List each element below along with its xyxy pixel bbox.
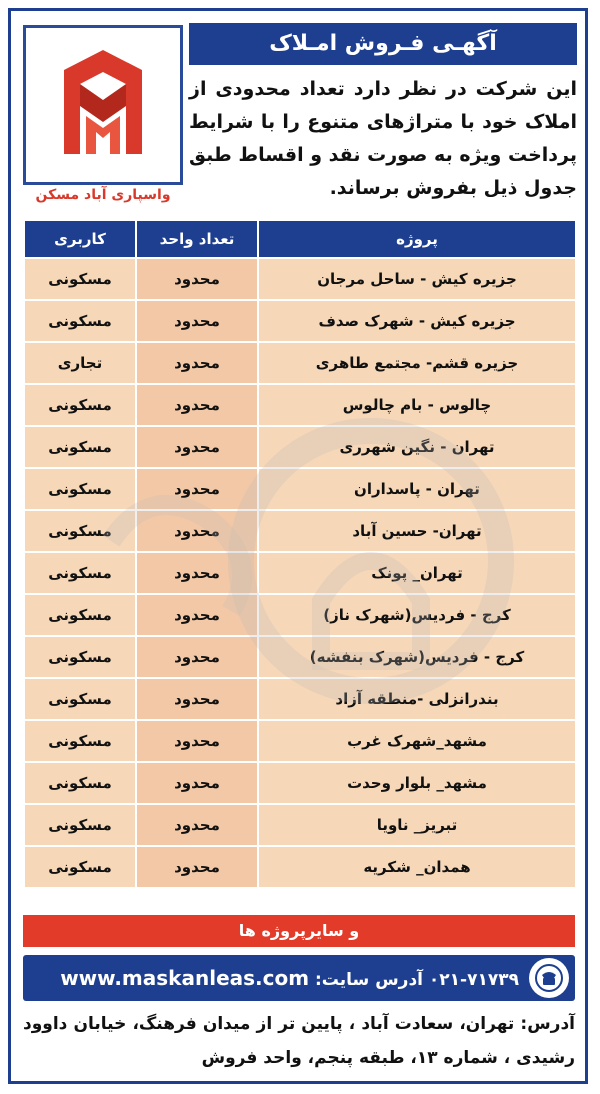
cell-units: محدود xyxy=(136,594,258,636)
contact-line xyxy=(60,966,519,990)
cell-use: مسکونی xyxy=(24,678,136,720)
advertisement-frame xyxy=(8,8,588,1084)
cell-use: مسکونی xyxy=(24,384,136,426)
table-row xyxy=(24,468,576,510)
cell-use: مسکونی xyxy=(24,636,136,678)
cell-units: محدود xyxy=(136,804,258,846)
cell-units: محدود xyxy=(136,678,258,720)
table-row xyxy=(24,636,576,678)
header-area xyxy=(11,11,585,216)
intro-text: این شرکت در نظر دارد تعداد محدودی از املاک خود با متراژهای متنوع را با شرایط پرداخت ویژه به صورت نقد و اقساط طبق جدول ذیل بفروش برساند. xyxy=(189,78,577,199)
cell-use: مسکونی xyxy=(24,594,136,636)
cell-project: چالوس - بام چالوس xyxy=(258,384,576,426)
cell-project: جزیره قشم- مجتمع طاهری xyxy=(258,342,576,384)
table-row xyxy=(24,720,576,762)
table-header-row xyxy=(24,220,576,258)
cell-project: جزیره کیش - شهرک صدف xyxy=(258,300,576,342)
table-row xyxy=(24,552,576,594)
more-projects-banner: و سایرپروژه ها xyxy=(23,915,575,947)
table-row xyxy=(24,258,576,300)
cell-project: مشهد_شهرک غرب xyxy=(258,720,576,762)
cell-units: محدود xyxy=(136,846,258,888)
cell-use: مسکونی xyxy=(24,426,136,468)
cell-project: تهران_ پونک xyxy=(258,552,576,594)
cell-project: تهران- حسین آباد xyxy=(258,510,576,552)
contact-bar xyxy=(23,955,575,1001)
phone-number: ۰۲۱-۷۱۷۳۹ xyxy=(428,970,519,990)
cell-use: مسکونی xyxy=(24,552,136,594)
ad-title: آگهـی فـروش امـلاک xyxy=(189,23,577,65)
cell-project: جزیره کیش - ساحل مرجان xyxy=(258,258,576,300)
cell-use: تجاری xyxy=(24,342,136,384)
cell-use: مسکونی xyxy=(24,300,136,342)
header-use: کاربری xyxy=(24,220,136,258)
brand-name: واسپاری آباد مسکن xyxy=(35,187,171,203)
table-row xyxy=(24,594,576,636)
phone-icon xyxy=(529,958,569,998)
site-label: آدرس سایت: xyxy=(315,970,423,990)
table-row xyxy=(24,426,576,468)
cell-units: محدود xyxy=(136,342,258,384)
cell-project: تهران - پاسداران xyxy=(258,468,576,510)
cell-project: کرج - فردیس(شهرک ناز) xyxy=(258,594,576,636)
cell-units: محدود xyxy=(136,762,258,804)
table-row xyxy=(24,510,576,552)
site-url-link[interactable]: www.maskanleas.com xyxy=(60,966,310,990)
table-row xyxy=(24,342,576,384)
cell-units: محدود xyxy=(136,300,258,342)
table-row xyxy=(24,678,576,720)
address-text: آدرس: تهران، سعادت آباد ، پایین تر از میدان فرهنگ، خیابان داوود رشیدی ، شماره ۱۳، طبقه پنجم، واحد فروش xyxy=(23,1014,575,1068)
cell-project: تبریز_ ناویا xyxy=(258,804,576,846)
cell-units: محدود xyxy=(136,258,258,300)
cell-units: محدود xyxy=(136,384,258,426)
cell-project: همدان_ شکریه xyxy=(258,846,576,888)
table-row xyxy=(24,384,576,426)
cell-units: محدود xyxy=(136,636,258,678)
table-row xyxy=(24,846,576,888)
header-units: تعداد واحد xyxy=(136,220,258,258)
cell-units: محدود xyxy=(136,468,258,510)
table-row xyxy=(24,300,576,342)
logo-mark-icon xyxy=(26,28,180,182)
cell-project: بندرانزلی -منطقه آزاد xyxy=(258,678,576,720)
cell-use: مسکونی xyxy=(24,720,136,762)
cell-units: محدود xyxy=(136,552,258,594)
cell-use: مسکونی xyxy=(24,762,136,804)
header-project: پروژه xyxy=(258,220,576,258)
cell-project: تهران - نگین شهرری xyxy=(258,426,576,468)
company-logo xyxy=(23,25,183,185)
cell-project: مشهد_ بلوار وحدت xyxy=(258,762,576,804)
cell-project: کرج - فردیس(شهرک بنفشه) xyxy=(258,636,576,678)
cell-units: محدود xyxy=(136,510,258,552)
cell-use: مسکونی xyxy=(24,804,136,846)
cell-use: مسکونی xyxy=(24,258,136,300)
cell-units: محدود xyxy=(136,426,258,468)
cell-units: محدود xyxy=(136,720,258,762)
cell-use: مسکونی xyxy=(24,510,136,552)
table-row xyxy=(24,804,576,846)
properties-table xyxy=(23,219,577,889)
cell-use: مسکونی xyxy=(24,846,136,888)
cell-use: مسکونی xyxy=(24,468,136,510)
table-row xyxy=(24,762,576,804)
